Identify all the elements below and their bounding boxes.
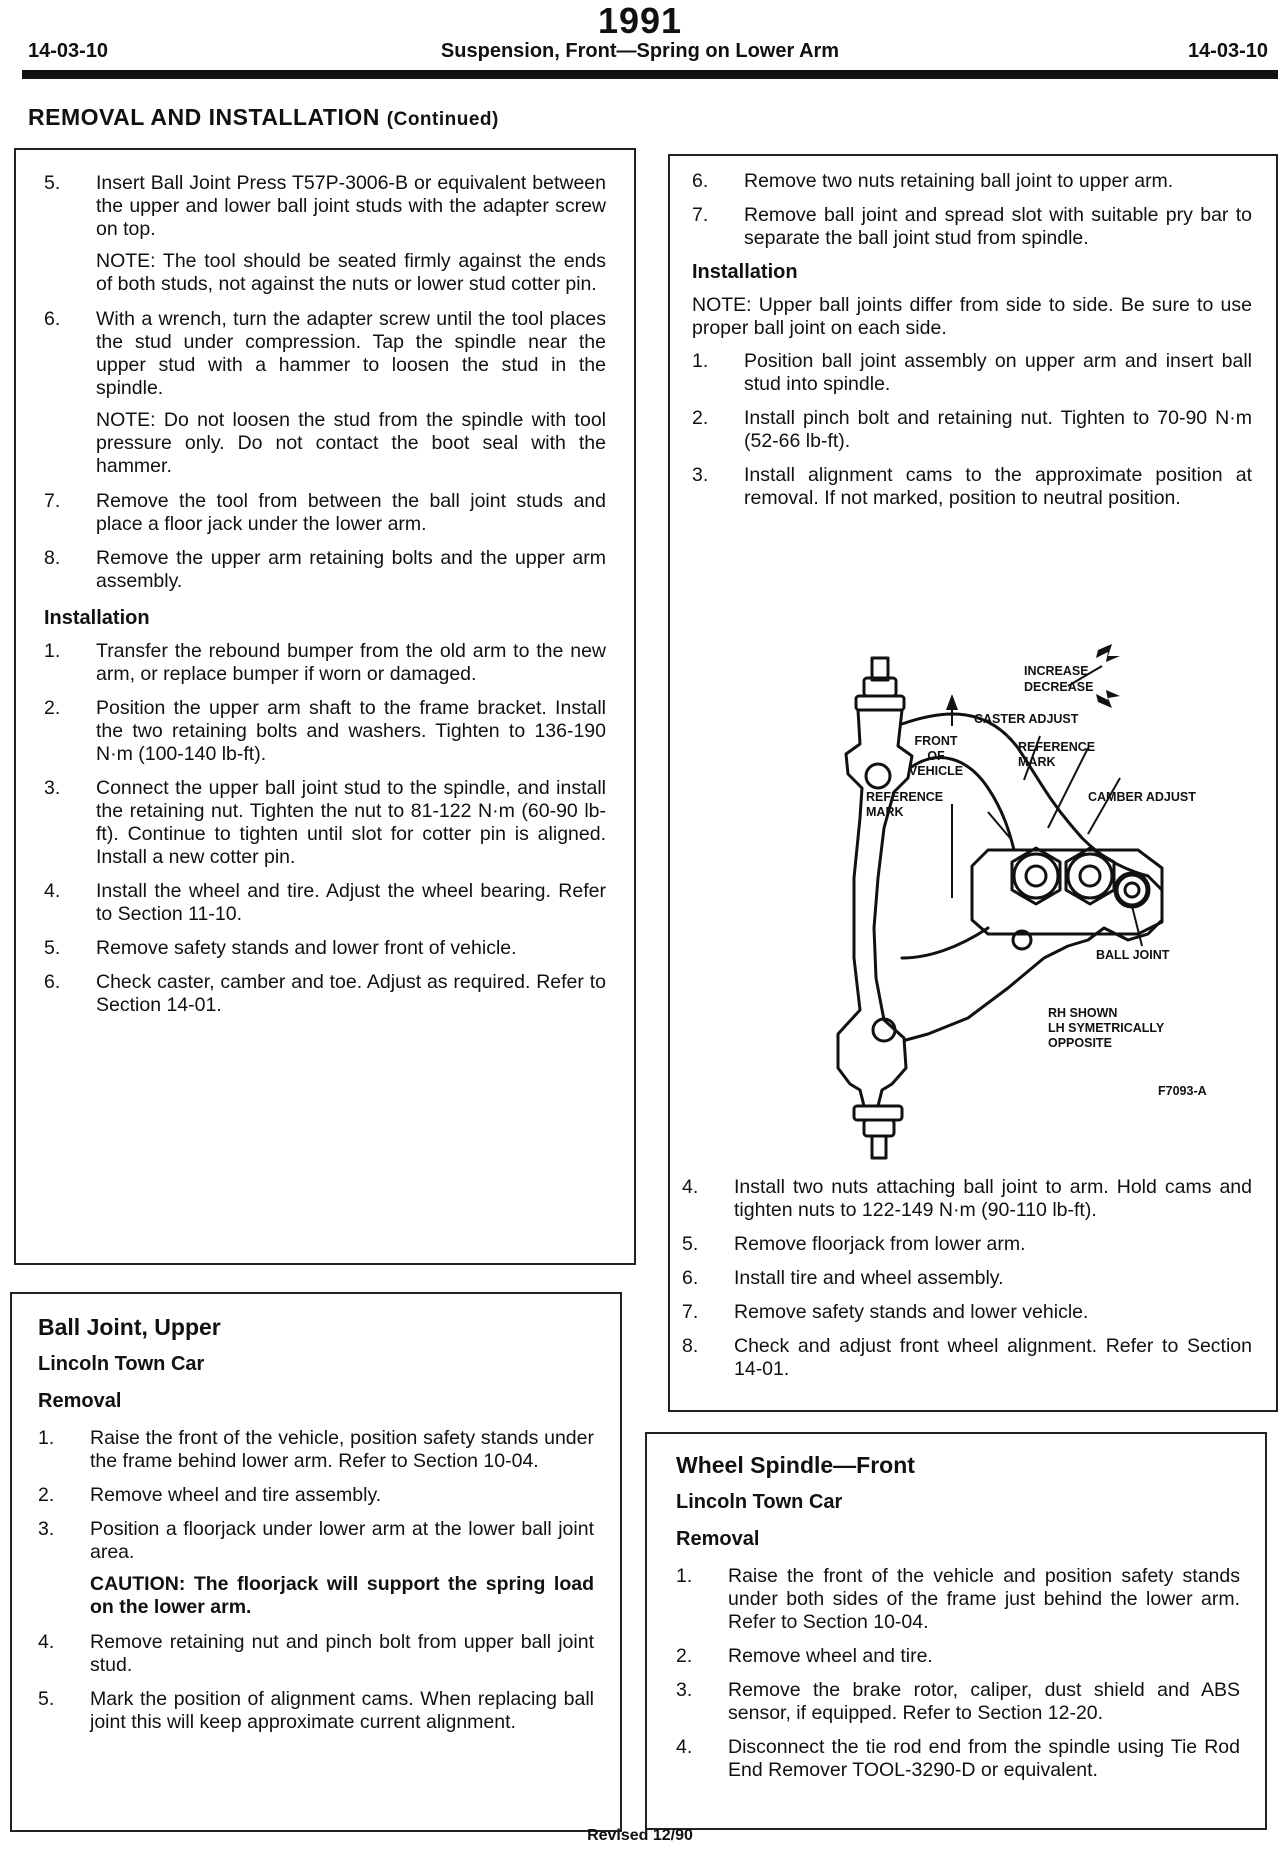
step-text: Connect the upper ball joint stud to the spindle, and install the retaining nut. Tighten the nut to 81-122 N·m (60-90 lb-ft). Continue to tighten until slot for cotter pin is aligned. Install a new cotter pin. [96,777,606,868]
figure-label-reference-right-line2: MARK [1018,755,1056,769]
right-removal-steps [692,170,1252,250]
left-upper-content [44,172,606,1028]
step-text: Remove wheel and tire assembly. [90,1484,382,1506]
step-text: Transfer the rebound bumper from the old arm to the new arm, or replace bumper if worn or damaged. [96,640,606,685]
figure-label-rh-line2: LH SYMETRICALLY [1048,1021,1165,1035]
step-number: 2. [44,697,61,719]
figure-label-front-line2: OF [927,749,945,763]
figure-label-camber-adjust: CAMBER ADJUST [1088,790,1196,804]
side-to-side-note: NOTE: Upper ball joints differ from side to side. Be sure to use proper ball joint on each side. [692,294,1252,339]
figure-label-reference-left-line2: MARK [866,805,904,819]
step-number: 2. [676,1645,693,1667]
step-text: Install pinch bolt and retaining nut. Tighten to 70-90 N·m (52-66 lb-ft). [744,407,1252,452]
caster-cam [1014,854,1058,898]
figure-label-reference-mark-right [1018,740,1095,770]
step-number: 7. [44,490,61,512]
step-number: 2. [38,1484,55,1506]
section-number-left: 14-03-10 [28,40,109,62]
figure-label-front-of-vehicle [906,734,966,779]
step-number: 6. [682,1267,699,1289]
step-text: Install alignment cams to the approximate position at removal. If not marked, position to neutral position. [744,464,1252,509]
step-text: Insert Ball Joint Press T57P-3006-B or equivalent between the upper and lower ball joint studs with the adapter screw on top. [96,172,606,240]
step-number: 1. [38,1427,55,1449]
step-item [44,880,606,926]
removal-steps-continued-3 [44,490,606,593]
step-text: Position the upper arm shaft to the frame bracket. Install the two retaining bolts and washers. Tighten to 136-190 N·m (100-140 lb-ft). [96,697,606,765]
step-item [692,170,1252,193]
step-item [44,640,606,686]
step-item [38,1427,594,1473]
step-number: 3. [676,1679,693,1701]
figure-label-ball-joint: BALL JOINT [1096,948,1170,962]
figure-label-rh-line1: RH SHOWN [1048,1006,1118,1020]
step-number: 3. [44,777,61,799]
lower-stud [872,1136,886,1158]
installation-steps [44,640,606,1017]
front-arrow-icon [946,694,958,710]
step-number: 4. [44,880,61,902]
section-heading-title: REMOVAL AND INSTALLATION [28,104,380,130]
figure-label-rh-shown [1048,1006,1164,1051]
step-text: Remove the tool from between the ball joint studs and place a floor jack under the lower arm. [96,490,606,535]
step-item [38,1631,594,1677]
step-item [692,204,1252,250]
camber-cam-nut [1066,848,1114,904]
caster-cam-center [1026,866,1046,886]
step-number: 5. [38,1688,55,1710]
step-item [44,308,606,400]
page-title: Suspension, Front—Spring on Lower Arm [440,40,840,62]
hammer-note: NOTE: Do not loosen the stud from the spindle with tool pressure only. Do not contact the boot seal with the hammer. [96,409,606,477]
increase-arrow-icon [1096,644,1120,662]
spindle-upper-hole [866,764,890,788]
step-number: 8. [682,1335,699,1357]
step-number: 7. [682,1301,699,1323]
step-item [44,547,606,593]
step-text: Remove the brake rotor, caliper, dust shield and ABS sensor, if equipped. Refer to Section 12-20. [728,1679,1240,1724]
step-number: 5. [44,937,61,959]
step-item [676,1679,1240,1725]
step-number: 2. [692,407,709,429]
step-text: Disconnect the tie rod end from the spindle using Tie Rod End Remover TOOL-3290-D or equivalent. [728,1736,1240,1781]
upper-arm-lower-curve [902,928,988,958]
removal-steps-continued [44,172,606,241]
floorjack-caution: CAUTION: The floorjack will support the spring load on the lower arm. [90,1573,594,1618]
step-text: Raise the front of the vehicle and position safety stands under both sides of the frame just behind the lower arm. Refer to Section 10-04. [728,1565,1240,1633]
step-item [692,350,1252,396]
camber-leader [1088,778,1120,834]
step-number: 4. [676,1736,693,1758]
right-installation-heading: Installation [692,261,798,283]
tool-seat-note: NOTE: The tool should be seated firmly against the ends of both studs, not against the nuts or lower stud cotter pin. [96,250,606,295]
figure-label-caster-adjust: CASTER ADJUST [974,712,1079,726]
figure-label-front-line3: VEHICLE [908,764,964,778]
step-item [676,1736,1240,1782]
step-text: Remove wheel and tire. [728,1645,933,1667]
step-number: 6. [692,170,709,192]
step-number: 6. [44,971,61,993]
installation-heading: Installation [44,607,150,629]
section-number-right: 14-03-10 [1187,40,1268,62]
step-item [44,172,606,241]
figure-label-reference-right-line1: REFERENCE [1018,740,1096,754]
right-installation-steps [692,350,1252,510]
step-item [38,1484,594,1507]
step-item [44,937,606,960]
step-item [44,490,606,536]
caster-cam-nut [1012,848,1060,904]
step-number: 5. [44,172,61,194]
upper-arm-alignment-figure [688,628,1248,1168]
ball-joint-removal-heading: Removal [38,1390,122,1412]
step-number: 6. [44,308,61,330]
step-text: Remove floorjack from lower arm. [734,1233,1026,1255]
step-text: Install tire and wheel assembly. [734,1267,1004,1289]
ball-joint-upper-content [38,1312,594,1745]
step-number: 4. [38,1631,55,1653]
step-text: Remove retaining nut and pinch bolt from upper ball joint stud. [90,1631,594,1676]
step-text: With a wrench, turn the adapter screw until the tool places the stud under compression. Tap the spindle near the upper stud with a hammer to loosen the stud in the spindle. [96,308,606,399]
step-number: 5. [682,1233,699,1255]
step-text: Mark the position of alignment cams. When replacing ball joint this will keep approximate current alignment. [90,1688,594,1733]
section-heading [28,104,499,131]
spindle-lower-hole [873,1019,895,1041]
step-item [682,1301,1252,1324]
lower-washer [854,1106,902,1120]
step-text: Check and adjust front wheel alignment. Refer to Section 14-01. [734,1335,1252,1380]
ball-joint-removal-steps-2 [38,1631,594,1734]
ball-joint-upper-title: Ball Joint, Upper [38,1314,221,1340]
step-item [692,464,1252,510]
revision-footer: Revised 12/90 [587,1827,693,1844]
figure-id: F7093-A [1158,1084,1207,1098]
lower-nut [864,1120,894,1136]
figure-label-increase: INCREASE [1024,664,1089,678]
figure-label-reference-mark-left [866,790,943,820]
camber-cam [1068,854,1112,898]
step-number: 4. [682,1176,699,1198]
right-upper-content [692,170,1252,521]
removal-steps-continued-2 [44,308,606,400]
step-text: Remove the upper arm retaining bolts and the upper arm assembly. [96,547,606,592]
step-item [44,971,606,1017]
step-item [692,407,1252,453]
upper-washer [856,696,904,710]
ball-joint-leader [1132,906,1142,946]
step-item [44,697,606,766]
step-number: 3. [38,1518,55,1540]
step-text: Remove safety stands and lower vehicle. [734,1301,1089,1323]
decrease-arrow-icon [1096,690,1120,708]
ball-joint-stud [1116,874,1148,906]
right-installation-steps-2 [682,1176,1252,1381]
header-rule [22,70,1278,79]
wheel-spindle-removal-heading: Removal [676,1528,760,1550]
figure-label-reference-left-line1: REFERENCE [866,790,944,804]
ball-joint-removal-steps [38,1427,594,1564]
step-item [38,1688,594,1734]
step-item [682,1267,1252,1290]
step-item [682,1233,1252,1256]
spindle-outline [838,710,912,1106]
step-item [682,1176,1252,1222]
wheel-spindle-subtitle: Lincoln Town Car [676,1491,843,1513]
page-year: 1991 [597,0,683,41]
step-number: 1. [692,350,709,372]
ball-joint-stud-center [1125,883,1139,897]
step-item [676,1645,1240,1668]
step-text: Raise the front of the vehicle, position safety stands under the frame behind lower arm. Refer to Section 10-04. [90,1427,594,1472]
wheel-spindle-title: Wheel Spindle—Front [676,1452,915,1478]
step-text: Position ball joint assembly on upper arm and insert ball stud into spindle. [744,350,1252,395]
step-number: 3. [692,464,709,486]
step-text: Check caster, camber and toe. Adjust as required. Refer to Section 14-01. [96,971,606,1016]
step-number: 1. [44,640,61,662]
step-number: 7. [692,204,709,226]
step-number: 1. [676,1565,693,1587]
wheel-spindle-content [676,1450,1240,1793]
step-text: Install the wheel and tire. Adjust the wheel bearing. Refer to Section 11-10. [96,880,606,925]
step-item [44,777,606,869]
step-item [676,1565,1240,1634]
section-heading-continued: (Continued) [386,109,499,130]
wheel-spindle-removal-steps [676,1565,1240,1782]
step-text: Remove ball joint and spread slot with suitable pry bar to separate the ball joint stud from spindle. [744,204,1252,249]
step-text: Position a floorjack under lower arm at the lower ball joint area. [90,1518,594,1563]
camber-cam-center [1080,866,1100,886]
step-text: Remove two nuts retaining ball joint to upper arm. [744,170,1174,192]
step-number: 8. [44,547,61,569]
figure-label-rh-line3: OPPOSITE [1048,1036,1112,1050]
figure-label-front-line1: FRONT [914,734,958,748]
step-item [682,1335,1252,1381]
step-text: Install two nuts attaching ball joint to arm. Hold cams and tighten nuts to 122-149 N·m (90-110 lb-ft). [734,1176,1252,1221]
right-upper-content-2 [682,1176,1252,1392]
ball-joint-upper-subtitle: Lincoln Town Car [38,1353,205,1375]
step-item [38,1518,594,1564]
figure-label-decrease: DECREASE [1024,680,1094,694]
step-text: Remove safety stands and lower front of vehicle. [96,937,517,959]
